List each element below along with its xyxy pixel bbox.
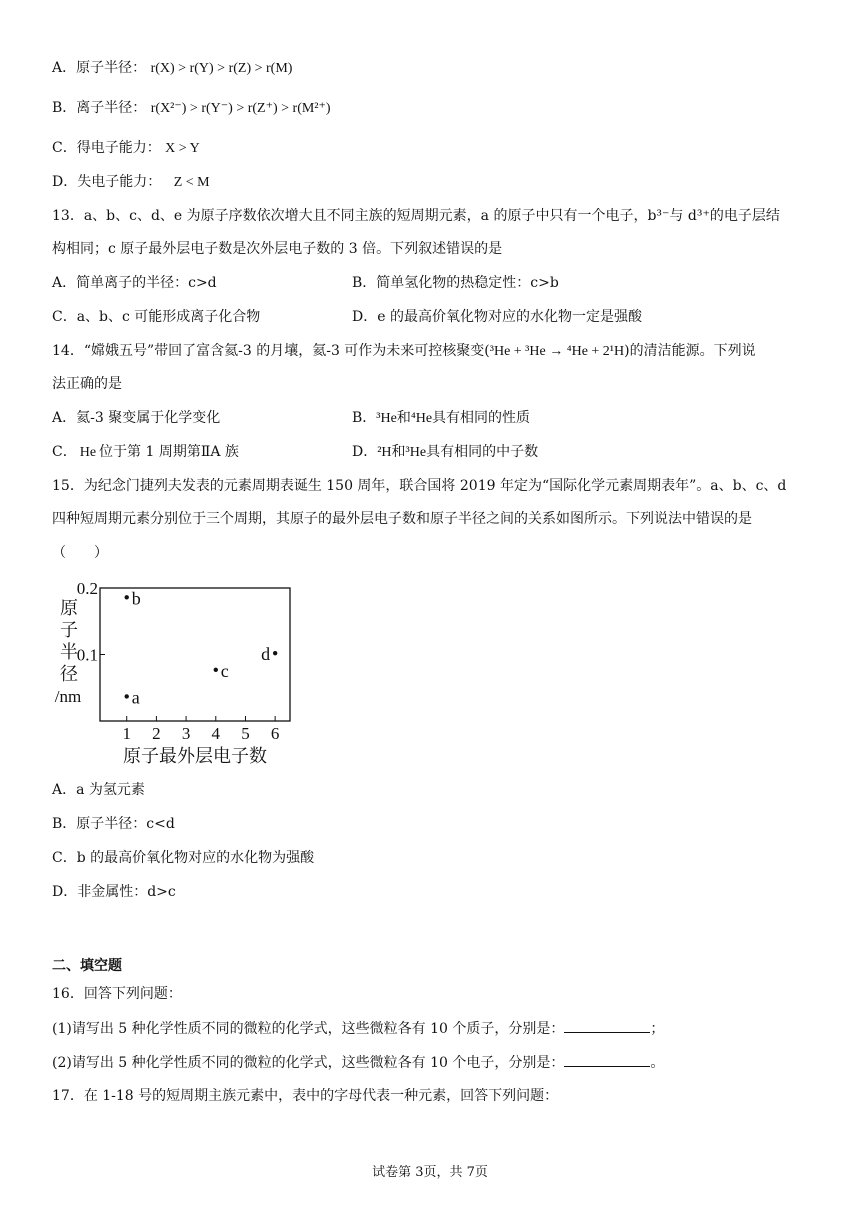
q14-option-d (352, 442, 538, 463)
q12-a-expression: r(X) > r(Y) > r(Z) > r(M) (150, 61, 293, 76)
q14-c-suffix: 位于第 1 周期第ⅡA 族 (99, 444, 239, 460)
q12-option-a (52, 58, 292, 79)
q12-c-expression: X > Y (165, 141, 200, 156)
q16-stem: 16．回答下列问题： (52, 986, 182, 1002)
q15-stem-line3: （ ） (52, 545, 108, 561)
q13-option-c: C．a、b、c 可能形成离子化合物 (52, 309, 261, 325)
q12-d-expression: Z < M (173, 175, 210, 190)
page-footer: 试卷第 3页，共 7页 (372, 1165, 488, 1180)
q14-b-suffix: 具有相同的性质 (432, 410, 531, 426)
section-title: 二、填空题 (52, 958, 122, 974)
data-point-d (273, 651, 277, 655)
x-tick-label: 2 (152, 724, 161, 743)
q13-stem-line1: 13．a、b、c、d、e 为原子序数依次增大且不同主族的短周期元素，a 的原子中只有一个电子，b³⁻与 d³⁺的电子层结 (52, 208, 780, 224)
q14-d-isotope2: ³He (405, 445, 427, 460)
x-tick-label: 1 (122, 724, 131, 743)
q14-stem-line1 (52, 341, 756, 362)
q14-option-c (52, 442, 239, 463)
q15-option-b: B．原子半径：c<d (52, 816, 175, 832)
q16-part1-end: ； (650, 1021, 665, 1037)
q12-option-c (52, 138, 200, 159)
y-label-unit: /nm (54, 687, 82, 706)
q14-stem-line2: 法正确的是 (52, 376, 122, 392)
q12-b-expression: r(X²⁻) > r(Y⁻) > r(Z⁺) > r(M²⁺) (150, 101, 331, 116)
q12-d-label: D．失电子能力： (52, 174, 162, 190)
data-point-b (125, 595, 129, 599)
q14-stem-after: )的清洁能源。下列说 (624, 343, 756, 359)
q16-part1-answer-blank[interactable] (564, 1018, 650, 1033)
q14-d-and: 和 (391, 444, 406, 460)
y-label-char: 子 (60, 620, 78, 640)
data-point-label-d: d (261, 644, 271, 665)
x-tick-label: 5 (241, 724, 250, 743)
x-axis-label: 原子最外层电子数 (123, 746, 267, 766)
data-point-c (214, 668, 218, 672)
q14-c-symbol: He (79, 445, 97, 460)
x-tick-label: 4 (211, 724, 221, 743)
q16-part1-text: (1)请写出 5 种化学性质不同的微粒的化学式，这些微粒各有 10 个质子，分别是： (52, 1021, 565, 1037)
q14-b-prefix: B． (352, 410, 377, 426)
data-point-label-b: b (131, 588, 141, 609)
q14-c-prefix: C． (52, 444, 77, 460)
q16-part2 (52, 1052, 664, 1073)
y-axis-ticks (77, 579, 105, 665)
q16-part2-text: (2)请写出 5 种化学性质不同的微粒的化学式，这些微粒各有 10 个电子，分别是： (52, 1055, 565, 1071)
chart-points (125, 588, 278, 707)
q13-option-b: B．简单氢化物的热稳定性：c>b (352, 275, 559, 291)
q15-stem-line1: 15．为纪念门捷列夫发表的元素周期表诞生 150 周年，联合国将 2019 年定为“国际化学元素周期表年”。a、b、c、d (52, 478, 787, 494)
q12-option-d (52, 172, 210, 193)
q14-b-and: 和 (396, 410, 411, 426)
q13-option-a: A．简单离子的半径：c>d (52, 275, 217, 291)
q12-b-label: B．离子半径： (52, 100, 147, 116)
x-tick-label: 6 (270, 724, 280, 743)
y-tick-label: 0.2 (76, 579, 98, 598)
q15-stem-line2: 四种短周期元素分别位于三个周期，其原子的最外层电子数和原子半径之间的关系如图所示。下列说法中错误的是 (52, 511, 752, 527)
q15-option-c: C．b 的最高价氧化物对应的水化物为强酸 (52, 850, 315, 866)
q16-part2-answer-blank[interactable] (564, 1052, 650, 1067)
q16-part2-end: 。 (650, 1055, 665, 1071)
q17-stem: 17．在 1-18 号的短周期主族元素中，表中的字母代表一种元素，回答下列问题： (52, 1088, 559, 1104)
y-label-char: 半 (60, 642, 78, 662)
q14-d-isotope1: ²H (377, 445, 392, 460)
x-axis-ticks (122, 716, 279, 743)
q15-figure-chart (50, 572, 310, 772)
q13-stem-line2: 构相同；c 原子最外层电子数是次外层电子数的 3 倍。下列叙述错误的是 (52, 241, 503, 257)
q14-reaction: ³He + ³He → ⁴He + 2¹H (489, 344, 625, 359)
y-tick-label: 0.1 (76, 645, 98, 665)
q15-option-d: D．非金属性：d>c (52, 884, 176, 900)
x-tick-label: 3 (181, 724, 191, 743)
data-point-label-c: c (220, 660, 229, 681)
q14-option-a: A．氦-3 聚变属于化学变化 (52, 410, 221, 426)
q13-option-d: D．e 的最高价氧化物对应的水化物一定是强酸 (352, 309, 642, 325)
data-point-a (125, 694, 129, 698)
y-label-char: 径 (60, 664, 78, 684)
q15-option-a: A．a 为氢元素 (52, 782, 145, 798)
q12-option-b (52, 98, 331, 119)
q14-d-prefix: D． (352, 444, 378, 460)
q14-stem-before: 14．“嫦娥五号”带回了富含氦-3 的月壤，氦-3 可作为未来可控核聚变( (52, 343, 490, 359)
data-point-label-a: a (131, 687, 140, 708)
q14-b-isotope2: ⁴He (410, 411, 433, 426)
q12-c-label: C．得电子能力： (52, 140, 161, 156)
q16-part1 (52, 1018, 664, 1039)
q12-a-label: A．原子半径： (52, 60, 147, 76)
q14-b-isotope1: ³He (376, 411, 397, 426)
q14-option-b (352, 408, 530, 429)
q14-d-suffix: 具有相同的中子数 (426, 444, 539, 460)
y-label-char: 原 (60, 598, 78, 618)
